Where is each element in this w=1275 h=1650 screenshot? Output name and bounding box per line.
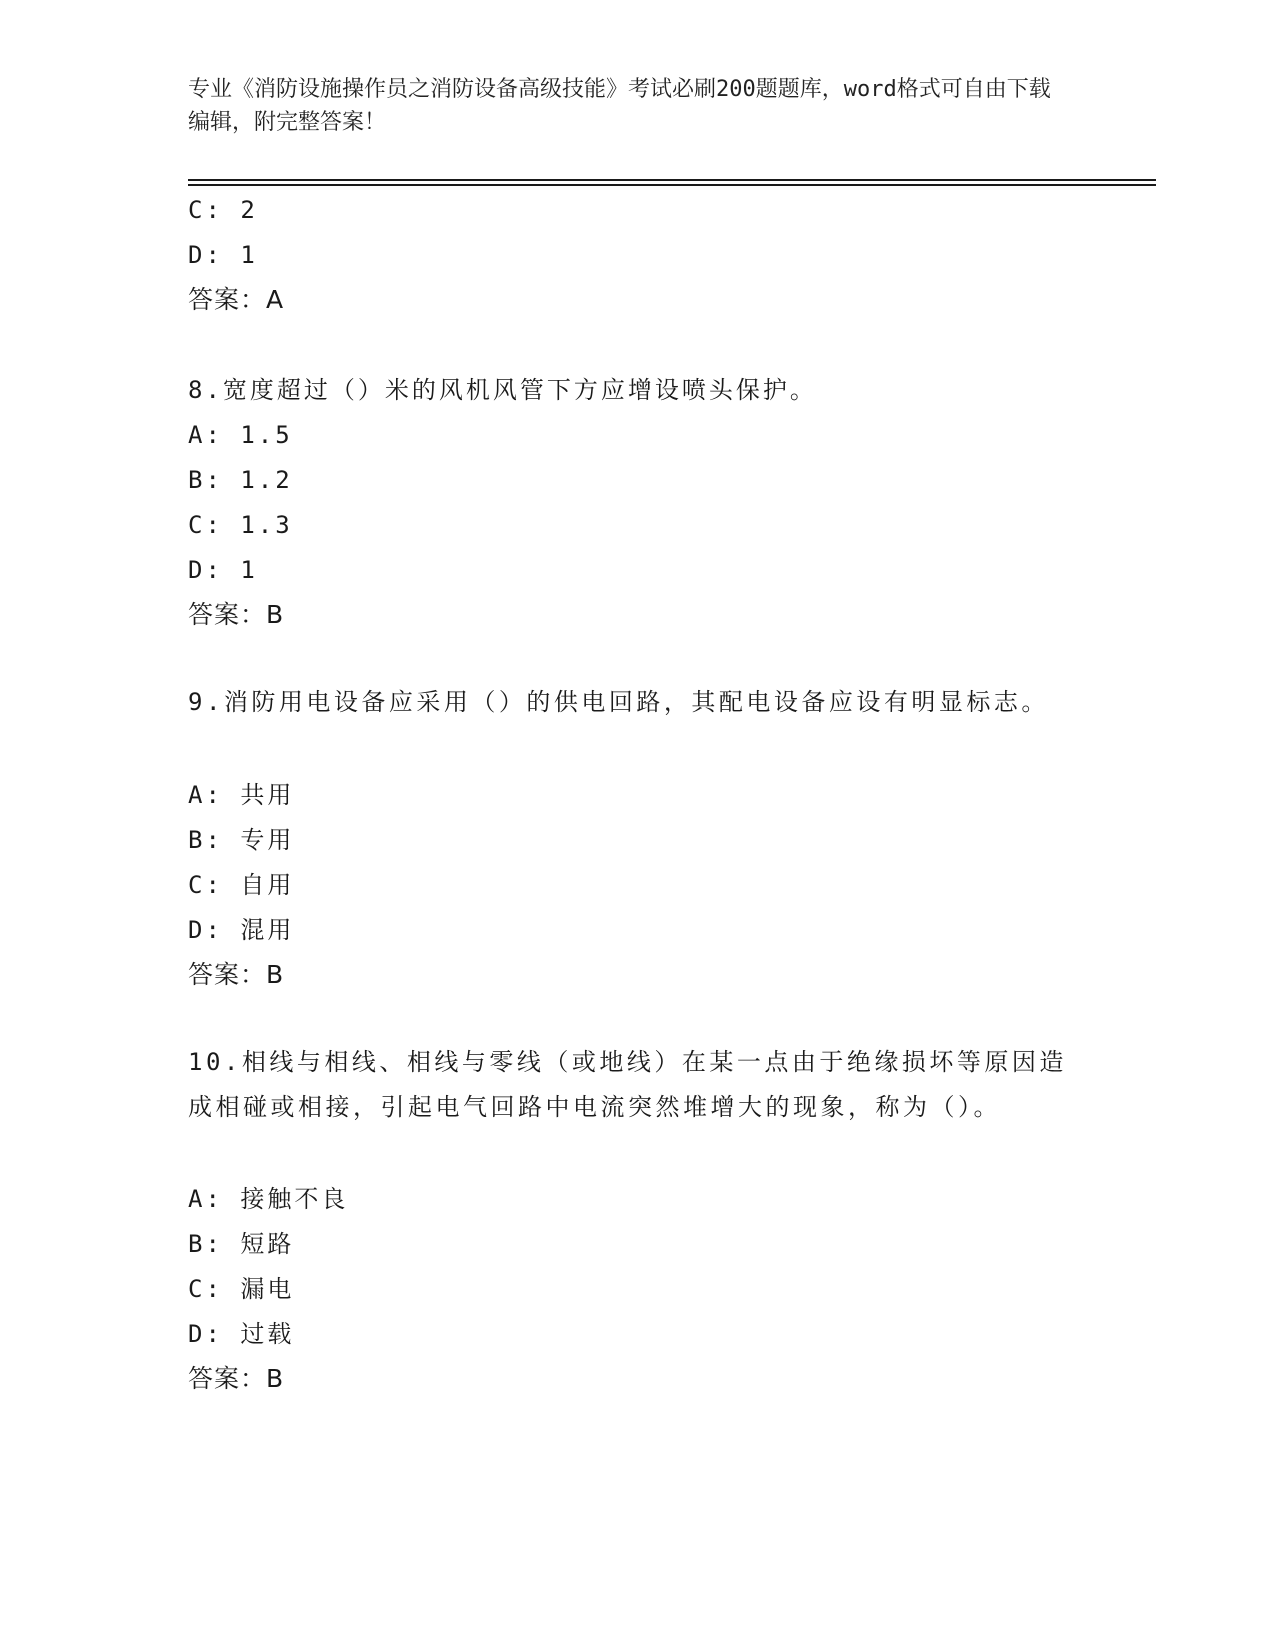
q9-option-a: A: 共用 <box>188 781 295 809</box>
q9-answer: 答案：B <box>188 960 285 989</box>
q8-stem: 8.宽度超过（）米的风机风管下方应增设喷头保护。 <box>188 376 817 404</box>
q8-option-b: B: 1.2 <box>188 466 293 494</box>
q10-answer: 答案：B <box>188 1364 285 1393</box>
q8-option-d: D: 1 <box>188 556 258 584</box>
document-header: 专业《消防设施操作员之消防设备高级技能》考试必刷200题题库，word格式可自由下载编辑，附完整答案！ <box>188 77 1051 135</box>
q7-option-c: C: 2 <box>188 196 258 224</box>
q10-stem: 10.相线与相线、相线与零线（或地线）在某一点由于绝缘损坏等原因造成相碰或相接，引起电气回路中电流突然堆增大的现象，称为（）。 <box>188 1048 1067 1121</box>
q10-option-c: C: 漏电 <box>188 1275 295 1303</box>
q9-option-c: C: 自用 <box>188 871 295 899</box>
q10-option-d: D: 过载 <box>188 1320 295 1348</box>
q10-option-a: A: 接触不良 <box>188 1185 349 1213</box>
q7-option-d: D: 1 <box>188 241 258 269</box>
header-divider-top <box>188 179 1156 181</box>
q8-answer: 答案：B <box>188 600 285 629</box>
q9-option-b: B: 专用 <box>188 826 295 854</box>
q7-answer: 答案：A <box>188 285 285 314</box>
q8-option-c: C: 1.3 <box>188 511 293 539</box>
header-divider-bottom <box>188 184 1156 186</box>
q10-option-b: B: 短路 <box>188 1230 295 1258</box>
q9-option-d: D: 混用 <box>188 916 295 944</box>
q8-option-a: A: 1.5 <box>188 421 293 449</box>
q9-stem: 9.消防用电设备应采用（）的供电回路，其配电设备应设有明显标志。 <box>188 688 1049 716</box>
